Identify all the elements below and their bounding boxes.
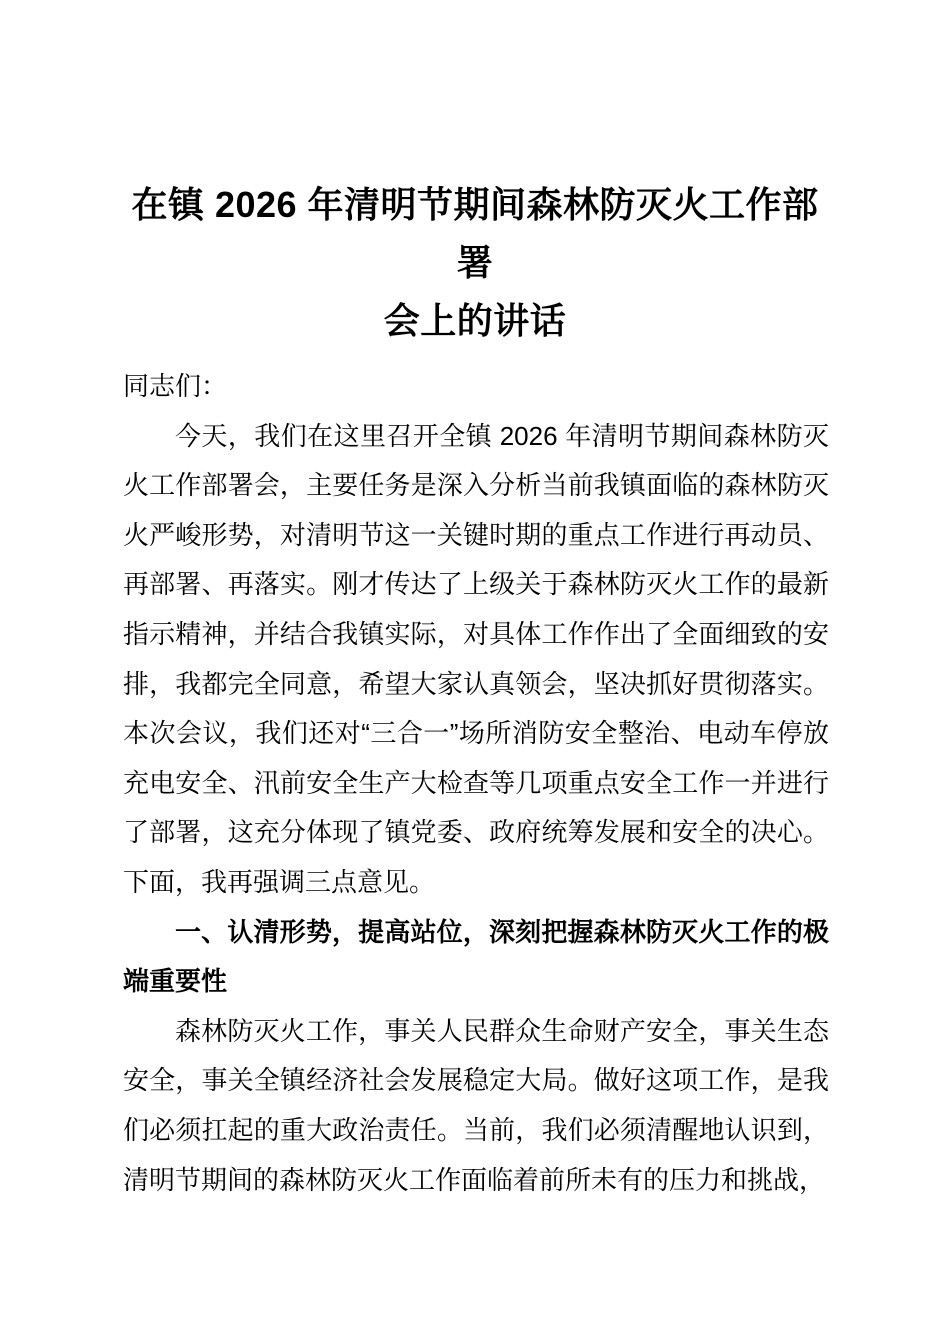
section-heading: 一、认清形势，提高站位，深刻把握森林防灭火工作的极端重要性 (123, 916, 829, 997)
document-title (118, 0, 832, 350)
paragraph: 今天，我们在这里召开全镇 2026 年清明节期间森林防灭火工作部署会，主要任务是深入分析当前我镇面临的森林防灭火严峻形势，对清明节这一关键时期的重点工作进行再动员、再部署、再落实。刚才传达了上级关于森林防灭火工作的最新指示精神，并结合我镇实际，对具体工作作出了全面细致的安排，我都完全同意，希望大家认真领会，坚决抓好贯彻落实。本次会议，我们还对“三合一”场所消防安全整治、电动车停放充电安全、汛前安全生产大检查等几项重点安全工作一并进行了部署，这充分体现了镇党委、政府统筹发展和安全的决心。下面，我再强调三点意见。 (123, 420, 829, 897)
paragraph: 森林防灭火工作，事关人民群众生命财产安全，事关生态安全，事关全镇经济社会发展稳定大局。做好这项工作，是我们必须扛起的重大政治责任。当前，我们必须清醒地认识到，清明节期间的森林防灭火工作面临着前所未有的压力和挑战， (123, 1015, 829, 1195)
paragraph: 同志们： (123, 371, 228, 401)
document-title-line-2: 会上的讲话 (383, 300, 567, 341)
document-title-line-1: 在镇 2026 年清明节期间森林防灭火工作部署 (131, 184, 819, 283)
document-body (123, 362, 829, 1205)
